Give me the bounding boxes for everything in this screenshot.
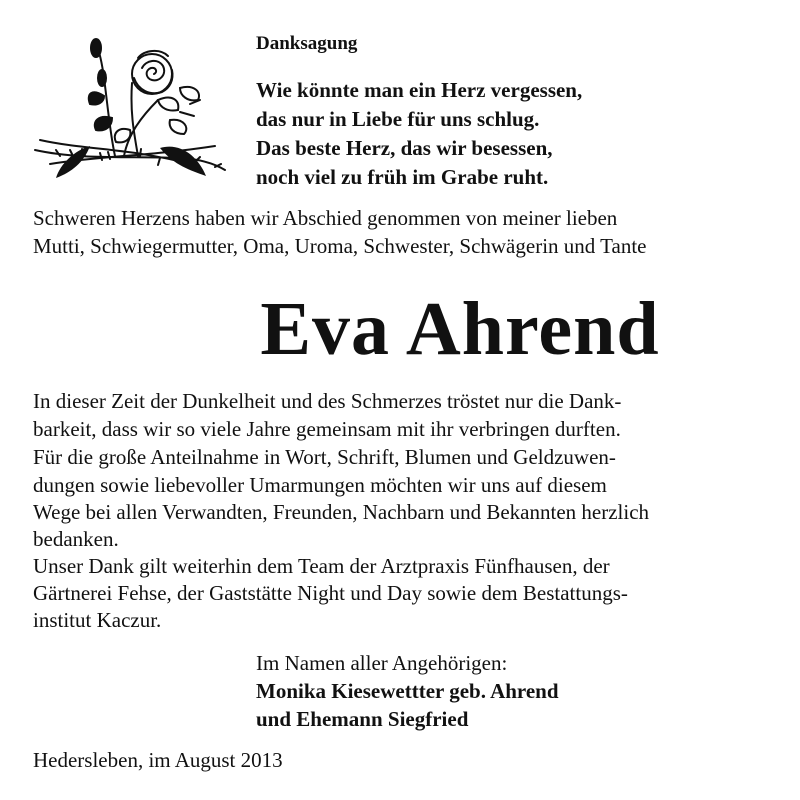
place-date: Hedersleben, im August 2013	[33, 748, 283, 772]
poem-line: das nur in Liebe für uns schlug.	[256, 107, 540, 131]
signature-name: und Ehemann Siegfried	[256, 707, 469, 731]
body-line: Wege bei allen Verwandten, Freunden, Nachbarn und Bekannten herzlich	[33, 500, 650, 524]
signature-name: Monika Kiesewettter geb. Ahrend	[256, 679, 559, 703]
body-line: Für die große Anteilnahme in Wort, Schrift, Blumen und Geldzuwen-	[33, 445, 616, 469]
rose-illustration-icon	[30, 38, 230, 188]
intro-line: Schweren Herzens haben wir Abschied genommen von meiner lieben	[33, 206, 618, 230]
signature-intro: Im Namen aller Angehörigen:	[256, 651, 508, 675]
body-line: Unser Dank gilt weiterhin dem Team der Arztpraxis Fünfhausen, der	[33, 554, 610, 578]
body-line: barkeit, dass wir so viele Jahre gemeinsam mit ihr verbringen durften.	[33, 417, 621, 441]
body-line: bedanken.	[33, 527, 119, 551]
heading-danksagung: Danksagung	[256, 33, 358, 54]
poem	[256, 76, 582, 192]
body-line: Gärtnerei Fehse, der Gaststätte Night und Day sowie dem Bestattungs-	[33, 581, 628, 605]
body-line: institut Kaczur.	[33, 608, 162, 632]
body-line: dungen sowie liebevoller Umarmungen möchten wir uns auf diesem	[33, 473, 607, 497]
poem-line: noch viel zu früh im Grabe ruht.	[256, 165, 549, 189]
poem-line: Wie könnte man ein Herz vergessen,	[256, 78, 583, 102]
intro-line: Mutti, Schwiegermutter, Oma, Uroma, Schwester, Schwägerin und Tante	[33, 234, 647, 258]
deceased-name: Eva Ahrend	[260, 287, 660, 371]
body-line: In dieser Zeit der Dunkelheit und des Schmerzes tröstet nur die Dank-	[33, 389, 622, 413]
poem-line: Das beste Herz, das wir besessen,	[256, 136, 553, 160]
